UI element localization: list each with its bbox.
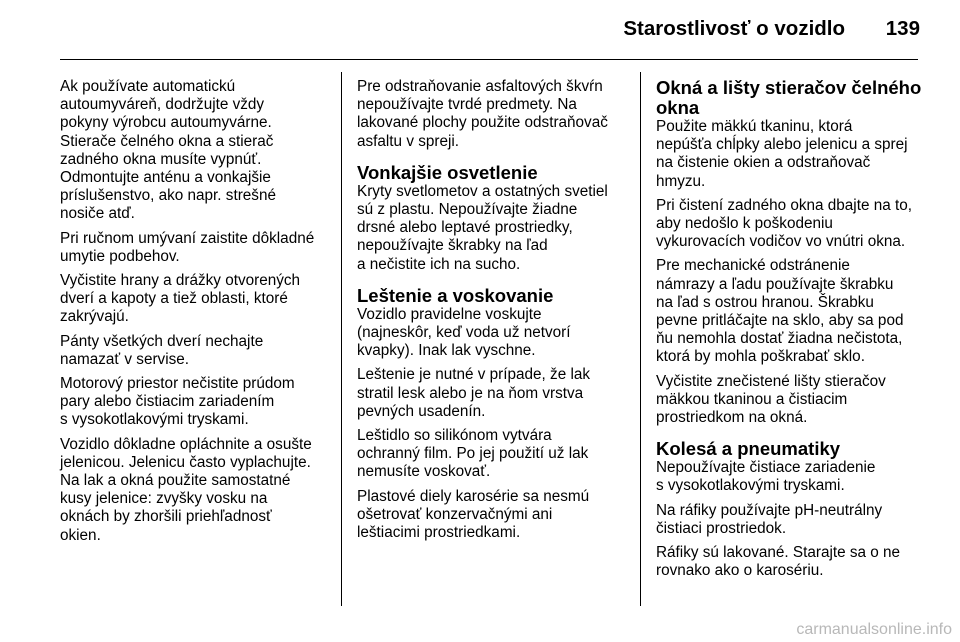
paragraph: Ak používate automatickú autoumyváreň, dodržujte vždy pokyny výrobcu autoumyvárne. Stierače čelného okna a stierač zadného okna musíte vypnúť. Odmontujte anténu a vonkajšie príslušenstvo, ako napr. strešné nosiče atď. xyxy=(60,78,276,223)
paragraph: Motorový priestor nečistite prúdom pary alebo čistiacim zariadením s vysokotlakovými tryskami. xyxy=(60,375,295,429)
paragraph: Pri ručnom umývaní zaistite dôkladné umytie podbehov. xyxy=(60,229,315,265)
column-divider xyxy=(341,72,342,606)
section-heading-wheels-tyres: Kolesá a pneumatiky xyxy=(656,438,841,460)
paragraph: Plastové diely karosérie sa nesmú ošetrovať konzervačnými ani leštiacimi prostriedkami. xyxy=(357,487,590,542)
paragraph: Pre mechanické odstránenie námrazy a ľadu používajte škrabku na ľad s ostrou hranou. Škrabku pevne pritláčajte na sklo, aby sa pod ňu nemohla dostať žiadna nečistota, ktorá by mohla poškrabať sklo. xyxy=(656,257,904,366)
section-heading-windows-wipers: Okná a lišty stieračov čelného okna xyxy=(656,77,922,118)
page-number: 139 xyxy=(885,17,920,40)
paragraph: Kryty svetlometov a ostatných svetiel sú z plastu. Nepoužívajte žiadne drsné alebo leptavé prostriedky, nepoužívajte škrabky na ľad a nečistite ich na sucho. xyxy=(357,182,608,273)
paragraph: Vyčistite znečistené lišty stieračov mäkkou tkaninou a čistiacim prostriedkom na okná. xyxy=(656,372,886,427)
paragraph: Pre odstraňovanie asfaltových škvŕn nepoužívajte tvrdé predmety. Na lakované plochy použite odstraňovač asfaltu v spreji. xyxy=(357,78,608,150)
page-header xyxy=(0,0,960,60)
paragraph: Pánty všetkých dverí nechajte namazať v servise. xyxy=(60,332,264,368)
column-middle xyxy=(357,78,629,548)
header-rule xyxy=(60,59,918,60)
section-heading-polishing: Leštenie a voskovanie xyxy=(357,284,554,306)
paragraph: Vyčistite hrany a drážky otvorených dverí a kapoty a tiež oblasti, ktoré zakrývajú. xyxy=(60,272,301,326)
watermark: carmanualsonline.info xyxy=(796,621,952,638)
page-title: Starostlivosť o vozidlo xyxy=(623,17,845,40)
paragraph: Vozidlo pravidelne voskujte (najneskôr, keď voda už netvorí kvapky). Inak lak vyschne. xyxy=(357,305,571,360)
column-right xyxy=(656,78,924,586)
paragraph: Vozidlo dôkladne opláchnite a osušte jelenicou. Jelenicu často vyplachujte. Na lak a okná použite samostatné kusy jelenice: zvyšky vosku na oknách by zhoršili priehľadnosť okien. xyxy=(60,435,312,544)
paragraph: Pri čistení zadného okna dbajte na to, aby nedošlo k poškodeniu vykurovacích vodičov vo vnútri okna. xyxy=(656,196,912,251)
paragraph: Ráfiky sú lakované. Starajte sa o ne rovnako ako o karosériu. xyxy=(656,544,901,580)
paragraph: Na ráfiky používajte pH-neutrálny čistiaci prostriedok. xyxy=(656,501,883,537)
paragraph: Použite mäkkú tkaninu, ktorá nepúšťa chĺpky alebo jelenicu a sprej na čistenie okien a odstraňovač hmyzu. xyxy=(656,118,908,190)
column-divider xyxy=(640,72,641,606)
section-heading-exterior-lights: Vonkajšie osvetlenie xyxy=(357,161,538,183)
column-left xyxy=(60,78,328,551)
paragraph: Leštenie je nutné v prípade, že lak stratil lesk alebo je na ňom vrstva pevných usadenín. xyxy=(357,366,591,420)
paragraph: Nepoužívajte čistiace zariadenie s vysokotlakovými tryskami. xyxy=(656,459,876,495)
paragraph: Leštidlo so silikónom vytvára ochranný film. Po jej použití už lak nemusíte voskovať. xyxy=(357,427,589,481)
